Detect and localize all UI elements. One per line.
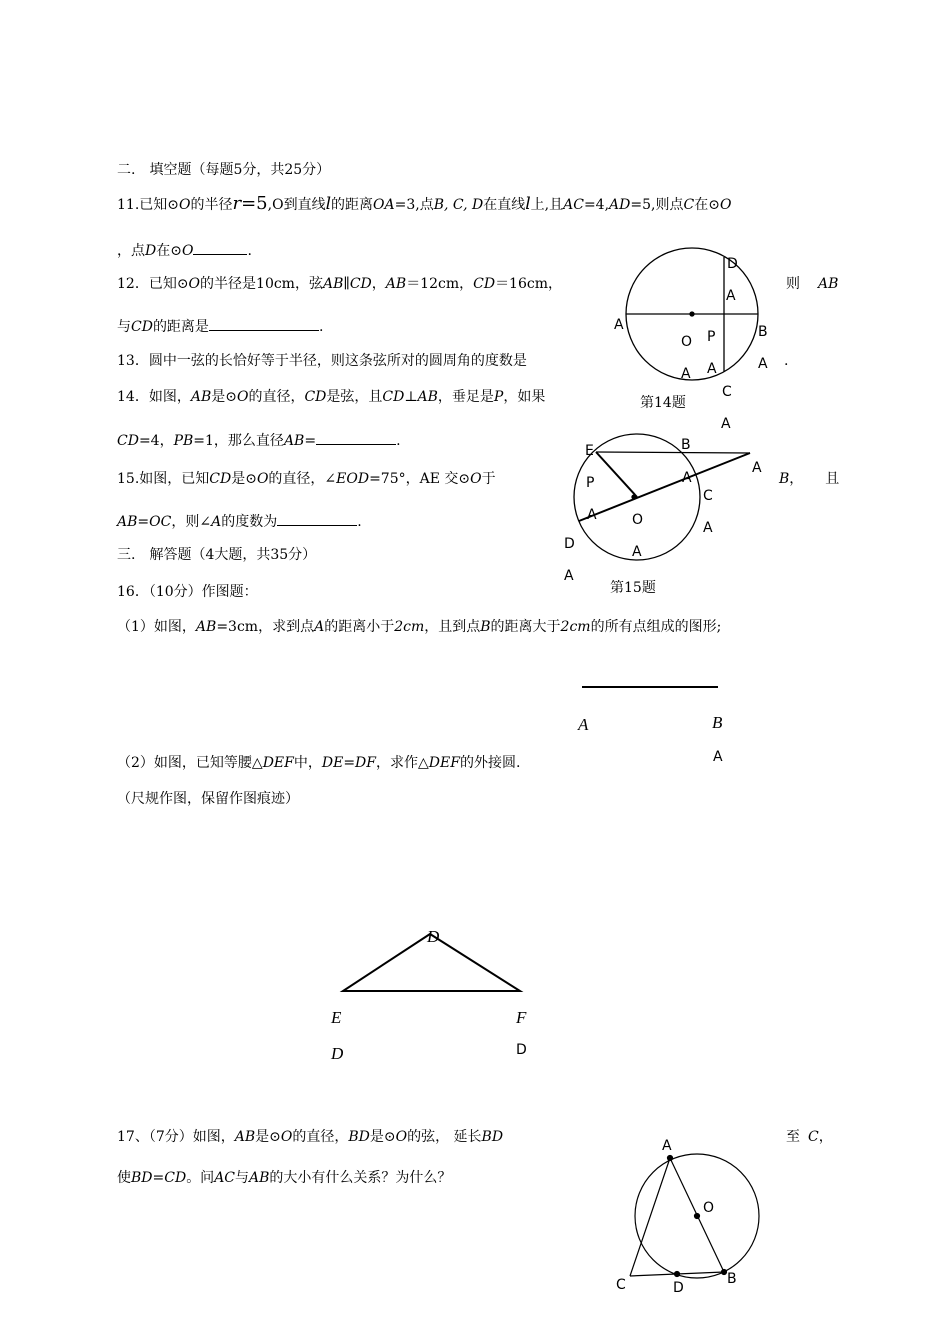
fig15-center-dot [632, 495, 636, 499]
fig16-label-extra-d: D [331, 1044, 344, 1063]
fig14-label-d: D [727, 256, 738, 272]
fig15-label-p: P [586, 475, 595, 491]
fig17-label-c: C [616, 1277, 626, 1293]
fig14-label: A [707, 361, 717, 377]
fig16-label-extra: A [713, 749, 723, 765]
question-15-line1: 15.如图，已知CD是⊙O的直径，∠EOD=75°，AE 交⊙O于 [117, 471, 496, 487]
fig17-label-o: O [703, 1200, 715, 1216]
fig16-label-d: D [427, 927, 440, 946]
question-13-end: . [784, 353, 789, 369]
fig16-label-e: E [331, 1008, 342, 1027]
fig15-label: A [682, 470, 692, 486]
fig15-label: A [564, 568, 574, 584]
section2-title: 二. 填空题（每题5分，共25分） [117, 162, 331, 178]
figure-15 [574, 434, 750, 560]
question-16-part1: （1）如图，AB=3cm，求到点A的距离小于2cm，且到点B的距离大于2cm的所有点组成的图形; [117, 619, 722, 635]
fig14-caption: 第14题 [640, 395, 686, 411]
question-12-line2: 与CD的距离是 . [117, 316, 323, 336]
fig15-label-o: O [632, 512, 644, 528]
fig14-label: A [726, 288, 736, 304]
fig16-label-extra-d: D [516, 1042, 527, 1058]
fig15-label: A [703, 520, 713, 536]
fig14-label-o: O [681, 334, 693, 350]
question-12-tail: 则 AB [786, 276, 839, 292]
question-12-line1: 12．已知⊙O的半径是10cm，弦AB∥CD，AB＝12cm，CD＝16cm， [117, 276, 562, 292]
fig17-label-b: B [727, 1271, 737, 1287]
fig15-label-c: C [703, 488, 713, 504]
question-17-tail: 至 C， [786, 1129, 833, 1145]
fig15-label: A [587, 507, 597, 523]
fig17-point-o [695, 1214, 700, 1219]
fig16-label-b: B [712, 713, 723, 732]
question-11-line1: 11.已知⊙O的半径r=5,O到直线l的距离OA=3,点B, C, D在直线l上,且AC=4,AD=5,则点C在⊙O [117, 193, 732, 214]
question-16-head: 16．（10分）作图题： [117, 584, 258, 600]
fig16-label-a: A [578, 715, 589, 734]
question-14-line2: CD=4，PB=1，那么直径AB= . [117, 430, 401, 450]
question-17-line1: 17、（7分）如图，AB是⊙O的直径，BD是⊙O的弦， 延长BD [117, 1129, 504, 1145]
question-16-part2: （2）如图，已知等腰△DEF中，DE=DF，求作△DEF的外接圆. [117, 755, 521, 771]
fig15-label: A [632, 544, 642, 560]
question-13: 13．圆中一弦的长恰好等于半径，则这条弦所对的圆周角的度数是 [117, 353, 527, 369]
fig15-radius-oe [596, 452, 637, 497]
question-17-line2: 使BD=CD。问AC与AB的大小有什么关系？为什么？ [117, 1170, 452, 1186]
fig17-label-a: A [662, 1138, 672, 1154]
question-15-line2: AB=OC，则∠A的度数为 . [117, 511, 362, 531]
fig14-label-b: B [758, 324, 768, 340]
fig14-label-p: P [707, 329, 716, 345]
figure-17 [630, 1154, 759, 1278]
fig14-label-a: A [614, 317, 624, 333]
fig15-label-e: E [585, 443, 594, 459]
fig17-point-d [675, 1272, 680, 1277]
fig14-label: A [681, 366, 691, 382]
fig17-label-d: D [673, 1280, 684, 1296]
question-11-line2: ，点D在⊙O . [117, 240, 252, 260]
question-14-line1: 14．如图，AB是⊙O的直径，CD是弦，且CD⊥AB，垂足是P，如果 [117, 389, 546, 405]
fig15-label-d: D [564, 536, 575, 552]
fig14-label: A [721, 416, 731, 432]
section3-title: 三. 解答题（4大题，共35分） [117, 547, 317, 563]
fig15-diameter-cd [579, 453, 750, 521]
fig14-center-dot [690, 312, 694, 316]
fig15-caption: 第15题 [610, 580, 656, 596]
question-15-tail: B， 且 [779, 471, 840, 487]
figure-14 [626, 248, 758, 380]
fig15-label-a: A [752, 460, 762, 476]
fig17-point-a [668, 1156, 673, 1161]
fig17-point-b [722, 1270, 727, 1275]
fig15-label-b: B [681, 437, 691, 453]
question-16-note: （尺规作图，保留作图痕迹） [117, 791, 299, 807]
fig14-label-c: C [722, 384, 732, 400]
fig15-secant-ae [596, 452, 750, 453]
fig14-label: A [758, 356, 768, 372]
fig16-label-f: F [516, 1008, 527, 1027]
